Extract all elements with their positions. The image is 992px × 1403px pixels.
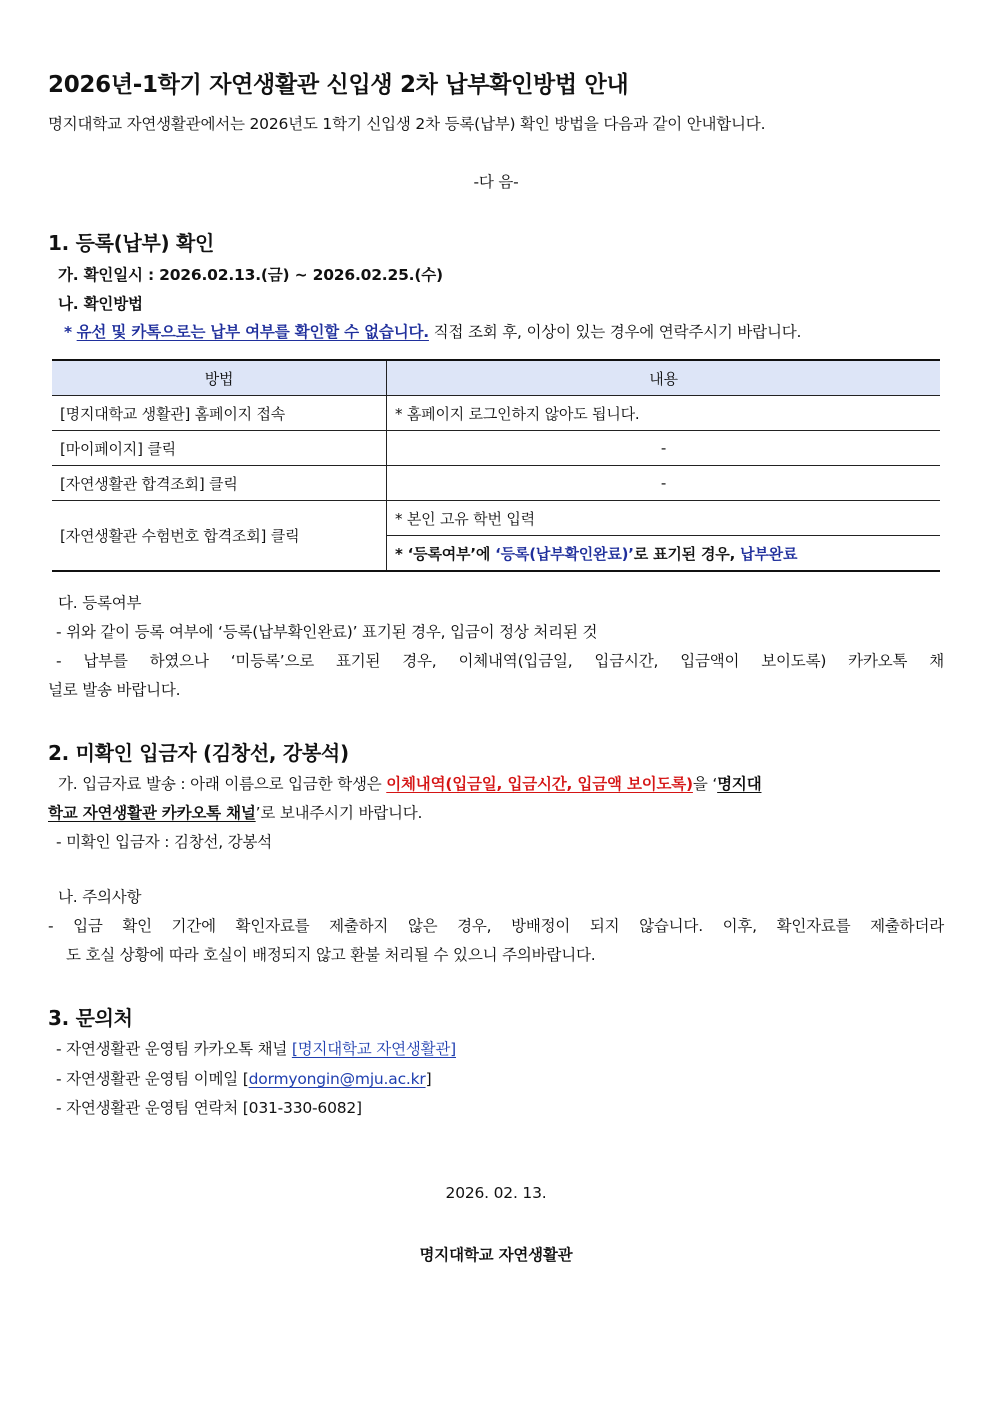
s1-na-method: 나. 확인방법	[58, 295, 143, 313]
content-cell-status	[387, 536, 941, 572]
s2-ga-part: ’로 보내주시기 바랍니다.	[255, 804, 423, 822]
table-row	[52, 501, 940, 536]
divider-text: -다 음-	[473, 173, 519, 191]
note-star: *	[64, 323, 72, 341]
s1-da-line2: - 납부를 하였으나 ‘미등록’으로 표기된 경우, 이체내역(입금일, 입금시간, 입금액이 보이도록) 카카오톡 채	[56, 652, 944, 670]
s2-ga-part: 을 ‘	[692, 775, 718, 793]
document-title: 2026년-1학기 자연생활관 신입생 2차 납부확인방법 안내	[48, 72, 629, 98]
s2-ga-bold2: 학교 자연생활관 카카오톡 채널	[48, 804, 256, 822]
status-part: 로 표기된 경우,	[633, 544, 741, 563]
status-registered: ‘등록(납부확인완료)’	[495, 544, 634, 563]
s2-na-line1: - 입금 확인 기간에 확인자료를 제출하지 않은 경우, 방배정이 되지 않습니다. 이후, 확인자료를 제출하더라	[48, 917, 944, 935]
header-content: 내용	[387, 360, 941, 396]
s2-ga-part: 가. 입금자료 발송 : 아래 이름으로 입금한 학생은	[58, 775, 387, 793]
note-rest: 직접 조회 후, 이상이 있는 경우에 연락주시기 바랍니다.	[428, 323, 802, 341]
method-cell: [자연생활관 수험번호 합격조회] 클릭	[52, 501, 387, 572]
s3-part: - 자연생활관 운영팀 이메일 [	[56, 1070, 249, 1088]
s2-ga-line2	[48, 801, 422, 823]
s1-da-line3: 널로 발송 바랍니다.	[48, 681, 181, 699]
section1-heading: 1. 등록(납부) 확인	[48, 231, 215, 255]
method-cell: [마이페이지] 클릭	[52, 431, 387, 466]
s3-phone-line: - 자연생활관 운영팀 연락처 [031-330-6082]	[56, 1099, 362, 1117]
kakao-channel-link[interactable]: [명지대학교 자연생활관]	[291, 1040, 457, 1058]
content-cell: -	[387, 431, 941, 466]
s2-ga-red: 이체내역(입금일, 입금시간, 입금액 보이도록)	[386, 775, 693, 793]
s2-ga-line1	[58, 772, 761, 794]
s1-da-heading: 다. 등록여부	[58, 594, 142, 612]
email-link[interactable]: dormyongin@mju.ac.kr	[248, 1070, 426, 1088]
table-header-row	[52, 360, 940, 396]
status-part: * ‘등록여부’에	[395, 544, 496, 563]
table-row	[52, 396, 940, 431]
method-cell: [자연생활관 합격조회] 클릭	[52, 466, 387, 501]
section3-heading: 3. 문의처	[48, 1006, 133, 1030]
s2-na-line2: 도 호실 상황에 따라 호실이 배정되지 않고 환불 처리될 수 있으니 주의바랍니다.	[66, 946, 596, 964]
s2-unconfirmed: - 미확인 입금자 : 김창선, 강봉석	[56, 833, 273, 851]
s3-email-line	[56, 1067, 431, 1089]
s2-ga-bold1: 명지대	[717, 775, 762, 793]
method-cell: [명지대학교 생활관] 홈페이지 접속	[52, 396, 387, 431]
s2-na-heading: 나. 주의사항	[58, 888, 142, 906]
s3-part: ]	[425, 1070, 432, 1088]
status-paid: 납부완료	[740, 544, 798, 563]
method-table	[52, 359, 940, 572]
s3-part: - 자연생활관 운영팀 카카오톡 채널	[56, 1040, 292, 1058]
intro-text: 명지대학교 자연생활관에서는 2026년도 1학기 신입생 2차 등록(납부) 확인 방법을 다음과 같이 안내합니다.	[48, 115, 766, 133]
s1-note	[64, 320, 801, 342]
content-cell: -	[387, 466, 941, 501]
s1-ga-date: 가. 확인일시 : 2026.02.13.(금) ~ 2026.02.25.(수)	[58, 266, 443, 284]
footer-date: 2026. 02. 13.	[445, 1184, 547, 1202]
table-row	[52, 466, 940, 501]
footer-org: 명지대학교 자연생활관	[419, 1246, 573, 1264]
content-cell: * 본인 고유 학번 입력	[387, 501, 941, 536]
header-method: 방법	[52, 360, 387, 396]
s1-da-line1: - 위와 같이 등록 여부에 ‘등록(납부확인완료)’ 표기된 경우, 입금이 정상 처리된 것	[56, 623, 598, 641]
s3-kakao-line	[56, 1037, 456, 1059]
note-emphasis: 유선 및 카톡으로는 납부 여부를 확인할 수 없습니다.	[76, 323, 429, 341]
content-cell: * 홈페이지 로그인하지 않아도 됩니다.	[387, 396, 941, 431]
table-row	[52, 431, 940, 466]
section2-heading: 2. 미확인 입금자 (김창선, 강봉석)	[48, 741, 349, 765]
